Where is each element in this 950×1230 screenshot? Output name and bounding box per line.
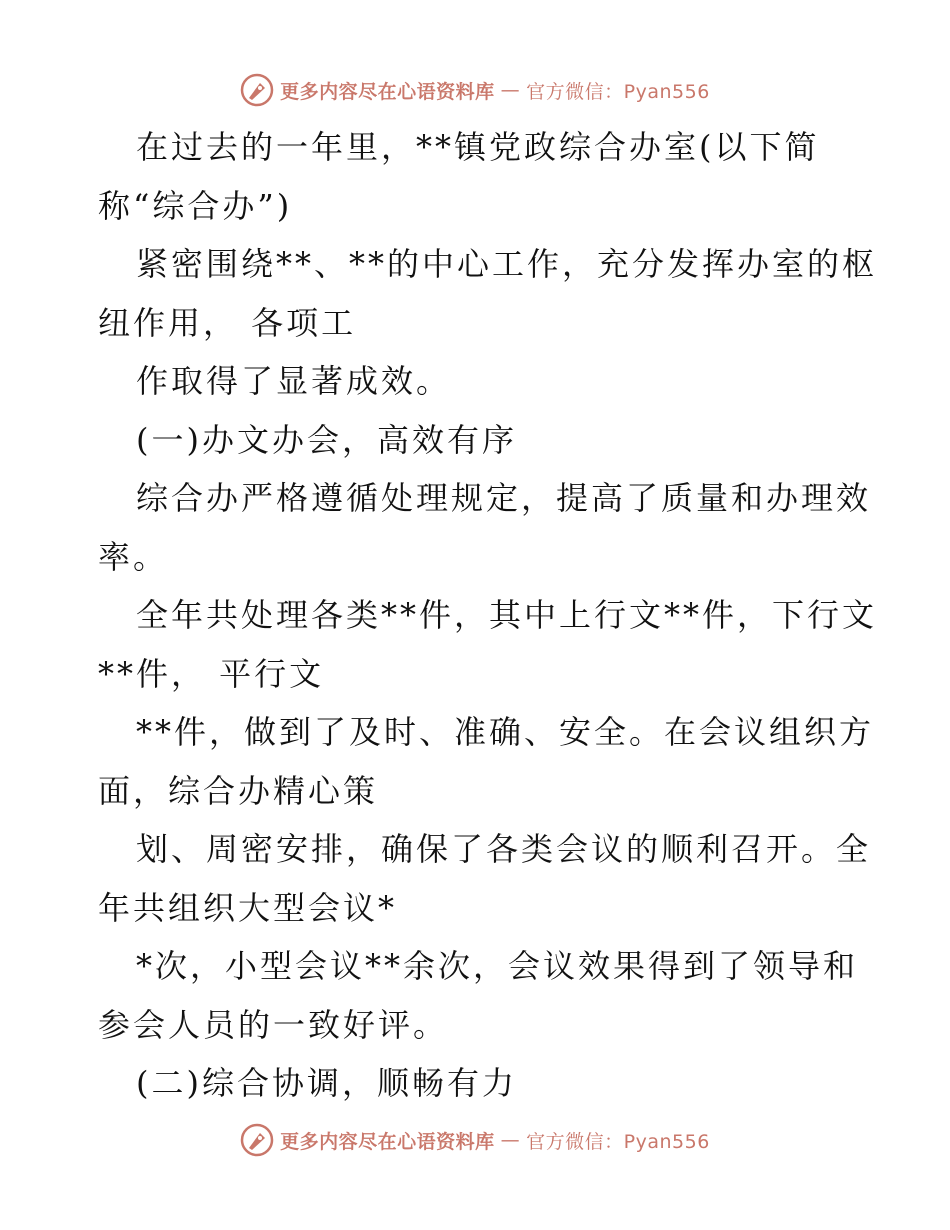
footer-watermark (0, 1120, 950, 1160)
text-line: 作取得了显著成效。 (136, 362, 452, 400)
text-line: 率。 (98, 537, 169, 576)
text-line: 纽作用， 各项工 (98, 303, 357, 342)
text-line: **件， 平行文 (98, 654, 325, 693)
document-body (98, 118, 878, 1113)
text-line: 面，综合办精心策 (98, 771, 379, 810)
pen-nib-icon (240, 73, 274, 107)
watermark-main-text: 更多内容尽在心语资料库 (280, 1130, 495, 1153)
text-line: 全年共处理各类**件，其中上行文**件，下行文 (136, 596, 878, 634)
text-line: (一)办文办会，高效有序 (136, 420, 517, 459)
watermark-dash: — (500, 1129, 521, 1151)
text-line: 综合办严格遵循处理规定，提高了质量和办理效 (136, 479, 872, 517)
text-line: **件，做到了及时、准确、安全。在会议组织方 (136, 713, 875, 751)
text-line: 称“综合办”) (98, 186, 293, 225)
pen-nib-icon (240, 1123, 274, 1157)
header-watermark (0, 70, 950, 110)
text-line: 划、周密安排，确保了各类会议的顺利召开。全 (136, 830, 872, 868)
text-line: *次，小型会议**余次，会议效果得到了领导和 (136, 947, 859, 985)
watermark-wechat-text: 官方微信：Pyan556 (526, 80, 710, 103)
watermark-main-text: 更多内容尽在心语资料库 (280, 80, 495, 103)
text-line: 参会人员的一致好评。 (98, 1005, 449, 1044)
text-line: 年共组织大型会议* (98, 888, 398, 927)
text-line: 在过去的一年里，**镇党政综合办室(以下简 (136, 128, 820, 166)
watermark-wechat-text: 官方微信：Pyan556 (526, 1130, 710, 1153)
watermark-dash: — (500, 79, 521, 101)
text-line: (二)综合协调，顺畅有力 (136, 1064, 517, 1102)
text-line: 紧密围绕**、**的中心工作，充分发挥办室的枢 (136, 245, 878, 283)
